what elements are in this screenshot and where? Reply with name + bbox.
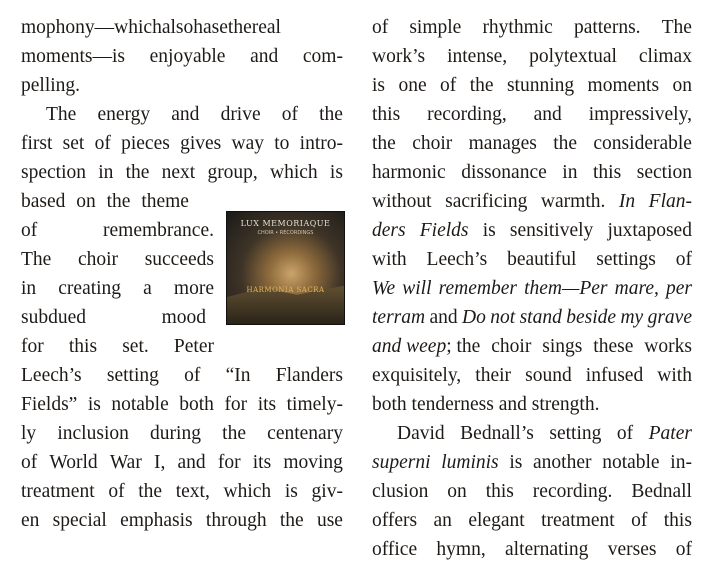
right-line-19: office hymn, alternating verses of (372, 539, 692, 560)
left-line-12: for this set. Peter (21, 336, 214, 357)
right-line-8: ders Fields is sensitively juxtaposed (372, 220, 692, 241)
left-line-8: of remembrance. (21, 220, 214, 241)
right-line-6: harmonic dissonance in this section (372, 162, 692, 183)
right-line-14: both tenderness and strength. (372, 394, 600, 415)
left-line-16: of World War I, and for its moving (21, 452, 343, 473)
right-line-1: of simple rhythmic patterns. The (372, 17, 692, 38)
left-line-14: Fields” is notable both for its timely- (21, 394, 343, 415)
right-line-12: and weep; the choir sings these works (372, 336, 692, 357)
left-line-17: treatment of the text, which is giv- (21, 481, 343, 502)
right-line-9: with Leech’s beautiful settings of (372, 249, 692, 270)
album-cover-subtitle: CHOIR • RECORDINGS (257, 230, 314, 236)
left-line-10: in creating a more (21, 278, 214, 299)
left-line-7: based on the theme (21, 191, 189, 212)
right-line-18: offers an elegant treatment of this (372, 510, 692, 531)
right-line-15: David Bednall’s setting of Pater (397, 423, 692, 444)
right-line-2: work’s intense, polytextual climax (372, 46, 692, 67)
left-line-13: Leech’s setting of “In Flanders (21, 365, 343, 386)
left-line-4: The energy and drive of the (46, 104, 343, 125)
left-line-15: ly inclusion during the centenary (21, 423, 343, 444)
album-cover-image (226, 211, 345, 325)
right-line-17: clusion on this recording. Bednall (372, 481, 692, 502)
left-line-3: pelling. (21, 75, 81, 96)
right-line-11: terram and Do not stand beside my grave (372, 307, 692, 328)
right-line-7: without sacrificing warmth. In Flan- (372, 191, 692, 212)
left-line-18: en special emphasis through the use (21, 510, 343, 531)
left-line-6: spection in the next group, which is (21, 162, 343, 183)
left-line-1: mophony—which also has ethereal (21, 17, 281, 38)
right-line-16: superni luminis is another notable in- (372, 452, 692, 473)
right-line-3: is one of the stunning moments on (372, 75, 692, 96)
right-line-4: this recording, and impressively, (372, 104, 692, 125)
left-line-2: moments—is enjoyable and com- (21, 46, 343, 67)
album-cover-title: LUX MEMORIAQUE (240, 219, 331, 228)
right-line-10: We will remember them—Per mare, per (372, 278, 692, 299)
right-line-5: the choir manages the considerable (372, 133, 692, 154)
left-line-5: first set of pieces gives way to intro- (21, 133, 343, 154)
right-line-13: exquisitely, their sound infused with (372, 365, 692, 386)
album-cover-choir-name: HARMONIA SACRA (246, 286, 325, 294)
left-line-9: The choir succeeds (21, 249, 214, 270)
left-line-11: subdued mood (21, 307, 206, 328)
